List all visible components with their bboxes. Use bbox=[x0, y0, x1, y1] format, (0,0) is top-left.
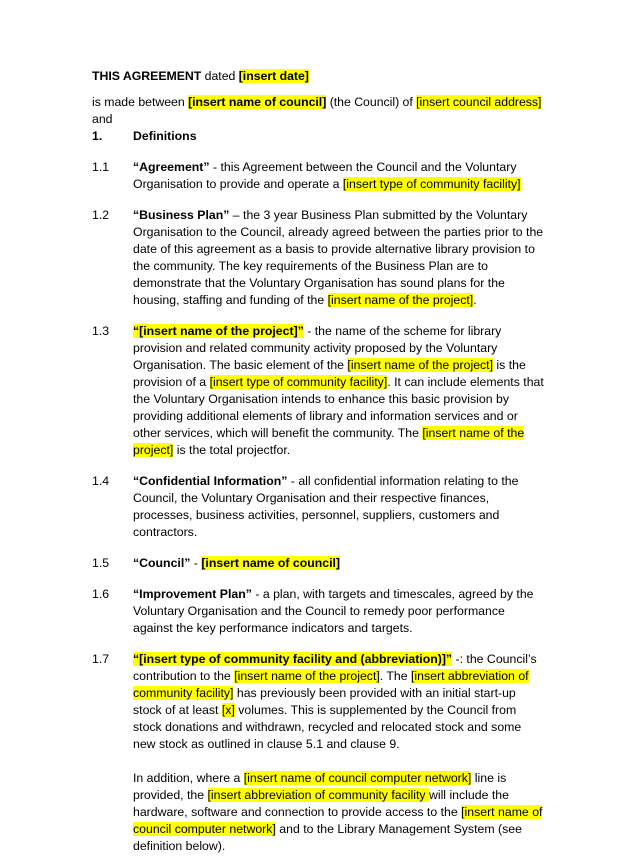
clause-body-text-1: - this Agreement between the Council and the Voluntary Organisation to provide and operate a bbox=[133, 160, 517, 191]
clause-body-text-4: volumes. This is supplemented by the Council from stock donations and withdrawn, recycled and relocated stock and some new stock as outlined in clause 5.1 and clause 9. bbox=[133, 703, 522, 751]
clause-1-6 bbox=[92, 586, 544, 637]
clause-body-text-1: - a plan, with targets and timescales, agreed by the Voluntary Organisation and the Council to remedy poor performance against the key performance indicators and targets. bbox=[133, 587, 534, 635]
clause-text bbox=[133, 555, 544, 572]
clause-body-text-1: -: the Council’s contribution to the bbox=[133, 652, 537, 683]
placeholder-project-name-1: [insert name of the project] bbox=[347, 358, 494, 372]
placeholder-council-computer-network-2: [insert name of council computer network] bbox=[133, 805, 543, 836]
clause-body-text-2: is the provision of a bbox=[133, 358, 526, 389]
clause-number: 1.6 bbox=[92, 587, 110, 601]
placeholder-project-name: [insert name of the project] bbox=[327, 293, 474, 307]
defined-term-council: “Council” bbox=[133, 556, 191, 570]
agreement-dated-text: dated bbox=[201, 69, 239, 83]
placeholder-volume-count: [x] bbox=[221, 703, 235, 717]
parties-line bbox=[92, 94, 544, 128]
defined-term-confidential-information: “Confidential Information” bbox=[133, 474, 288, 488]
clause-body-text-1: - all confidential information relating to the Council, the Voluntary Organisation and their respective finances, processes, business activities, personnel, suppliers, customers and contractors. bbox=[133, 474, 519, 539]
clause-1-2 bbox=[92, 207, 544, 309]
clause-number: 1.3 bbox=[92, 324, 110, 338]
clause-text bbox=[133, 651, 544, 855]
placeholder-facility-abbreviation: [insert abbreviation of community facility] bbox=[133, 669, 529, 700]
clause-number: 1.1 bbox=[92, 160, 110, 174]
agreement-lead-text: THIS AGREEMENT bbox=[92, 69, 202, 83]
clause-p2-text-3: will include the hardware, software and connection to provide access to the bbox=[133, 788, 509, 819]
placeholder-project-name: [insert name of the project] bbox=[234, 669, 380, 683]
clause-text bbox=[133, 207, 544, 309]
clause-1-1 bbox=[92, 159, 544, 193]
placeholder-facility-abbreviation-2: [insert abbreviation of community facility bbox=[207, 788, 429, 802]
clause-number: 1.7 bbox=[92, 652, 110, 666]
placeholder-insert-date: [insert date] bbox=[238, 69, 309, 83]
clause-body-text-3: has previously been provided with an initial start-up stock of at least bbox=[133, 686, 516, 717]
placeholder-project-name-2: [insert name of the project] bbox=[133, 426, 525, 457]
clause-1-4 bbox=[92, 473, 544, 541]
clause-p2-text-4: and to the Library Management System (see definition below). bbox=[133, 822, 522, 853]
clause-body-text-1: - bbox=[190, 556, 202, 570]
section-title: Definitions bbox=[133, 129, 197, 143]
defined-term-community-facility-abbreviation: “[insert type of community facility and (abbreviation)]” bbox=[133, 652, 453, 666]
clause-number: 1.5 bbox=[92, 556, 110, 570]
parties-text-3: and bbox=[92, 112, 113, 126]
placeholder-council-name: [insert name of council] bbox=[201, 556, 341, 570]
clause-1-7 bbox=[92, 651, 544, 855]
clause-body-text-4: is the total projectfor. bbox=[173, 443, 291, 457]
clause-text bbox=[133, 159, 544, 193]
clause-number: 1.4 bbox=[92, 474, 110, 488]
agreement-heading-line bbox=[92, 68, 544, 85]
clause-1-3 bbox=[92, 323, 544, 459]
defined-term-business-plan: “Business Plan” bbox=[133, 208, 230, 222]
section-heading-definitions bbox=[92, 128, 544, 145]
clause-1-5 bbox=[92, 555, 544, 572]
clause-text bbox=[133, 323, 544, 459]
document-body bbox=[92, 68, 544, 855]
clause-body-text-3: . It can include elements that the Voluntary Organisation intends to enhance this basic provision by providing additional elements of library and information services and or other services, which will benefit the community. The bbox=[133, 375, 544, 440]
clause-number: 1.2 bbox=[92, 208, 110, 222]
defined-term-project-name: “[insert name of the project]” bbox=[133, 324, 304, 338]
clause-text bbox=[133, 473, 544, 541]
section-number: 1. bbox=[92, 129, 103, 143]
placeholder-community-facility-type: [insert type of community facility] bbox=[209, 375, 388, 389]
parties-text-1: is made between bbox=[92, 95, 189, 109]
clause-text bbox=[133, 586, 544, 637]
placeholder-community-facility-type: [insert type of community facility] bbox=[342, 177, 521, 191]
clause-p2-text-1: In addition, where a bbox=[133, 771, 244, 785]
clause-body-text-2: . bbox=[473, 293, 477, 307]
placeholder-council-name: [insert name of council] bbox=[188, 95, 327, 109]
clause-p2-text-2: line is provided, the bbox=[133, 771, 507, 802]
clause-body-text-1: - the name of the scheme for library provision and related community activity proposed by the Voluntary Organisation. The basic element of the bbox=[133, 324, 502, 372]
defined-term-agreement: “Agreement” bbox=[133, 160, 210, 174]
clause-body-text-1: – the 3 year Business Plan submitted by the Voluntary Organisation to the Council, already agreed between the parties prior to the date of this agreement as a basis to provide alternative library provision to the community. The key requirements of the Business Plan are to demonstrate that the Voluntary Organisation has sound plans for the housing, staffing and funding of the bbox=[133, 208, 544, 307]
placeholder-council-computer-network-1: [insert name of council computer network] bbox=[243, 771, 472, 785]
placeholder-council-address: [insert council address] bbox=[416, 95, 542, 109]
parties-text-2: (the Council) of bbox=[326, 95, 417, 109]
clause-body-text-2: . The bbox=[379, 669, 411, 683]
defined-term-improvement-plan: “Improvement Plan” bbox=[133, 587, 252, 601]
